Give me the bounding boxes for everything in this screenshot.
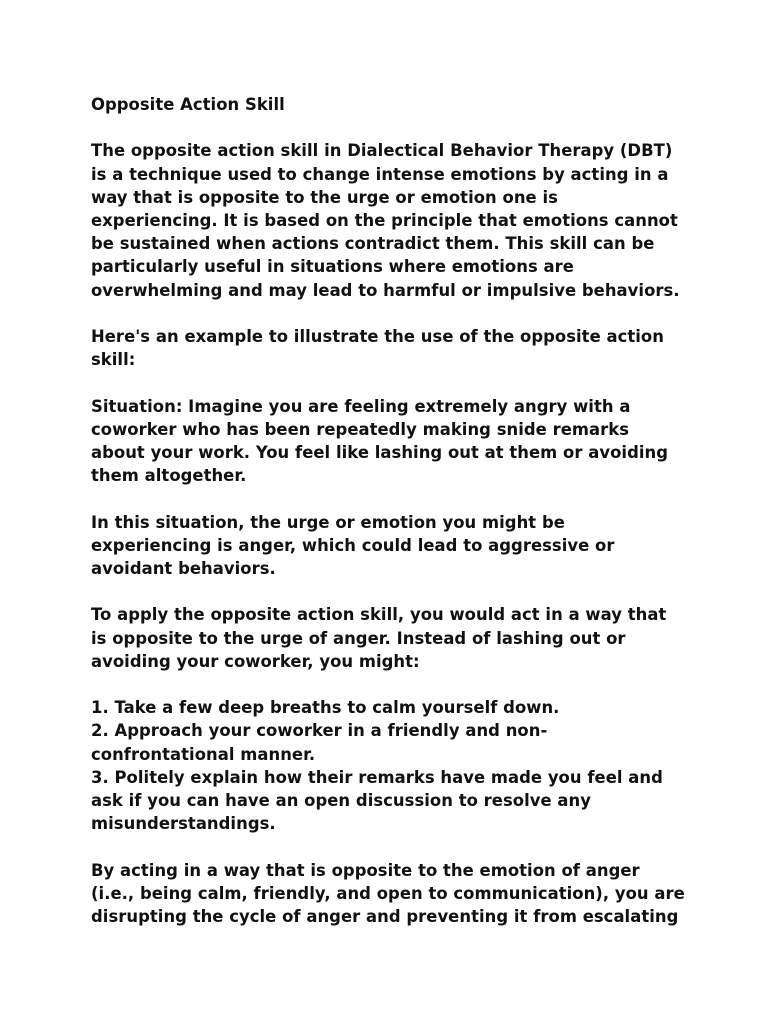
- text-line: overwhelming and may lead to harmful or impulsive behaviors.: [91, 280, 680, 300]
- list-item: 2. Approach your coworker in a friendly and non-: [91, 721, 548, 741]
- text-line: particularly useful in situations where emotions are: [91, 257, 574, 277]
- text-line: By acting in a way that is opposite to the emotion of anger: [91, 860, 640, 880]
- list-item-continuation: ask if you can have an open discussion to resolve any: [91, 791, 591, 810]
- text-line: experiencing. It is based on the principle that emotions cannot: [91, 211, 678, 230]
- document-body: [91, 93, 691, 928]
- text-line: To apply the opposite action skill, you would act in a way that: [91, 605, 667, 625]
- text-line: experiencing is anger, which could lead to aggressive or: [91, 535, 615, 555]
- text-line: coworker who has been repeatedly making snide remarks: [91, 419, 630, 439]
- list-item: 3. Politely explain how their remarks have made you feel and: [91, 767, 663, 787]
- list-item-continuation: confrontational manner.: [91, 744, 316, 764]
- text-line: In this situation, the urge or emotion you might be: [91, 512, 565, 532]
- text-line: be sustained when actions contradict them. This skill can be: [91, 234, 655, 254]
- text-line: is a technique used to change intense emotions by acting in a: [91, 164, 669, 184]
- list-item-continuation: misunderstandings.: [91, 814, 276, 834]
- paragraph-apply: [91, 603, 691, 673]
- text-line: Situation: Imagine you are feeling extremely angry with a: [91, 396, 631, 416]
- text-line: skill:: [91, 350, 136, 370]
- numbered-steps: [91, 696, 691, 835]
- paragraph-conclusion: [91, 859, 691, 929]
- paragraph-example-intro: [91, 325, 691, 371]
- text-line: way that is opposite to the urge or emotion one is: [91, 187, 558, 207]
- paragraph-urge: [91, 511, 691, 581]
- text-line: them altogether.: [91, 466, 247, 486]
- text-line: avoidant behaviors.: [91, 559, 276, 578]
- text-line: is opposite to the urge of anger. Instead of lashing out or: [91, 628, 626, 648]
- text-line: about your work. You feel like lashing out at them or avoiding: [91, 443, 669, 462]
- paragraph-situation: [91, 395, 691, 488]
- document-title: [91, 93, 691, 116]
- text-line: Here's an example to illustrate the use of the opposite action: [91, 327, 664, 346]
- title-text: Opposite Action Skill: [91, 95, 285, 114]
- text-line: (i.e., being calm, friendly, and open to communication), you are: [91, 883, 685, 903]
- paragraph-intro: [91, 139, 691, 301]
- text-line: disrupting the cycle of anger and preventing it from escalating: [91, 907, 679, 926]
- text-line: The opposite action skill in Dialectical Behavior Therapy (DBT): [91, 141, 673, 161]
- list-item: 1. Take a few deep breaths to calm yourself down.: [91, 698, 560, 718]
- text-line: avoiding your coworker, you might:: [91, 651, 420, 671]
